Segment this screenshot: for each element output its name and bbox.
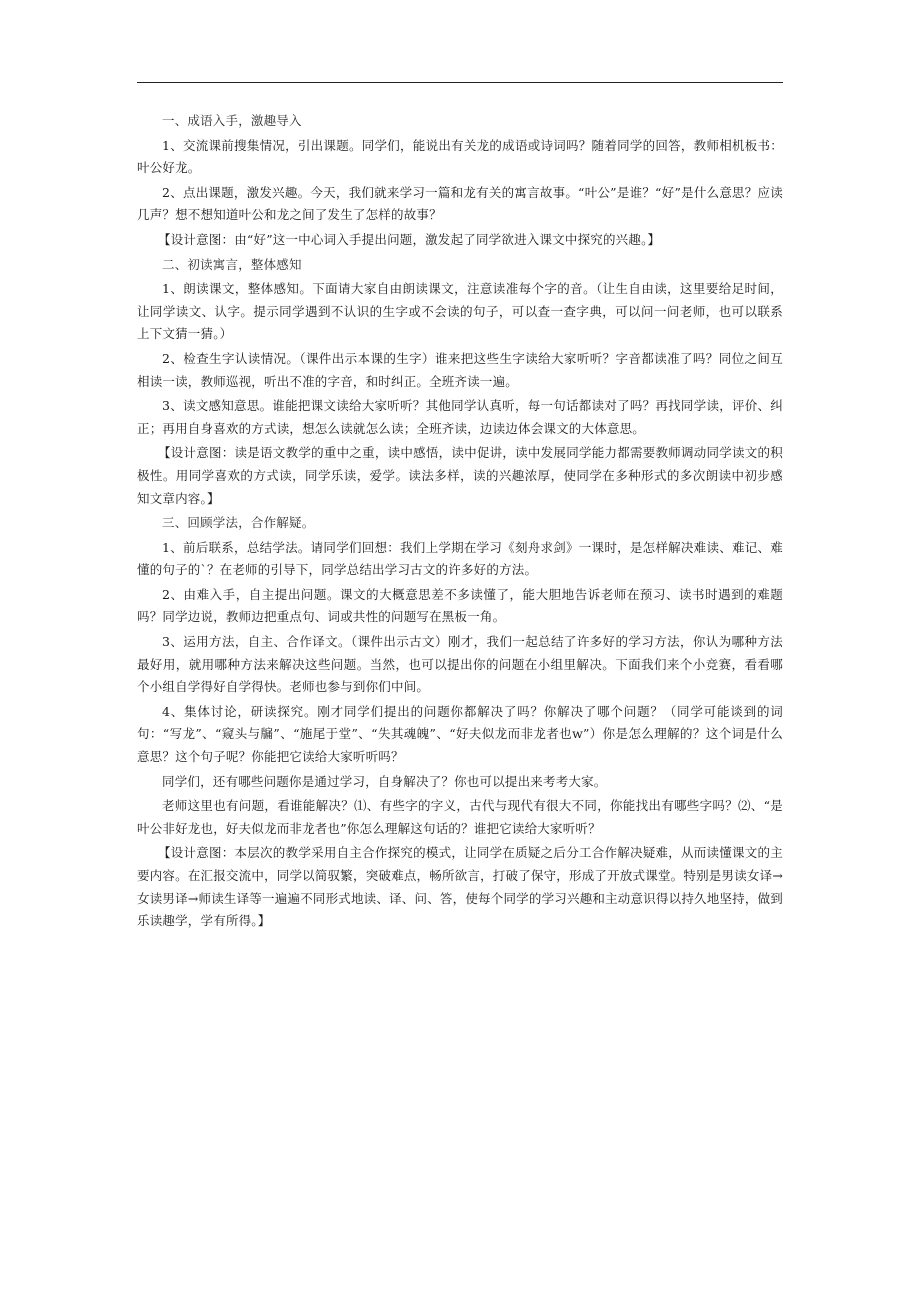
section-heading-3: 三、回顾学法，合作解疑。 [162,515,315,531]
paragraph: 老师这里也有问题，看谁能解决？⑴、有些字的字义，古代与现代有很大不同，你能找出有哪些字吗？⑵、“是叶公非好龙也，好夫似龙而非龙者也”你怎么理解这句话的？谁把它读给大家听听？ [137,798,783,836]
header-rule [137,82,783,83]
paragraph: 2、由难入手，自主提出问题。课文的大概意思差不多读懂了，能大胆地告诉老师在预习、读书时遇到的难题吗？同学边说，教师边把重点句、词或共性的问题写在黑板一角。 [137,586,783,625]
paragraph: 同学们，还有哪些问题你是通过学习，自身解决了？你也可以提出来考考大家。 [162,773,607,789]
design-intent-note: 【设计意图：本层次的教学采用自主合作探究的模式，让同学在质疑之后分工合作解决疑难，从而读懂课文的主要内容。在汇报交流中，同学以简驭繁，突破难点，畅所欲言，打破了保守，形成了开放式课堂。特别是男读女译→女读男译→师读生译等一遍遍不同形式地读、译、问、答，使每个同学的学习兴趣和主动意识得以持久地坚持，做到乐读趣学，学有所得。】 [137,845,783,929]
document-body [137,110,783,935]
design-intent-note: 【设计意图：由“好”这一中心词入手提出问题，激发起了同学欲进入课文中探究的兴趣。】 [158,231,661,247]
paragraph: 3、运用方法，自主、合作译文。（课件出示古文）刚才，我们一起总结了许多好的学习方法，你认为哪种方法最好用，就用哪种方法来解决这些问题。当然，也可以提出你的问题在小组里解决。下面我们来个小竞赛，看看哪个小组自学得好自学得快。老师也参与到你们中间。 [137,634,783,695]
section-heading-2: 二、初读寓言，整体感知 [162,256,302,272]
paragraph: 2、检查生字认读情况。（课件出示本课的生字）谁来把这些生字读给大家听听？字音都读准了吗？同位之间互相读一读，教师巡视，听出不准的字音，和时纠正。全班齐读一遍。 [137,350,783,389]
section-heading-1: 一、成语入手，激趣导入 [162,113,302,128]
paragraph: 3、读文感知意思。谁能把课文读给大家听听？其他同学认真听，每一句话都读对了吗？再找同学读，评价、纠正；再用自身喜欢的方式读，想怎么读就怎么读；全班齐读，边读边体会课文的大体意思。 [137,398,783,436]
paragraph: 2、点出课题，激发兴趣。今天，我们就来学习一篇和龙有关的寓言故事。“叶公”是谁？“好”是什么意思？应读几声？想不想知道叶公和龙之间了发生了怎样的故事？ [137,184,783,223]
paragraph: 1、前后联系，总结学法。请同学们回想：我们上学期在学习《刻舟求剑》一课时，是怎样解决难读、难记、难懂的句子的`？在老师的引导下，同学总结出学习古文的许多好的方法。 [137,539,783,578]
paragraph: 1、交流课前搜集情况，引出课题。同学们，能说出有关龙的成语或诗词吗？随着同学的回答，教师相机板书：叶公好龙。 [137,137,783,176]
paragraph: 1、朗读课文，整体感知。下面请大家自由朗读课文，注意读准每个字的音。（让生自由读，这里要给足时间，让同学读文、认字。提示同学遇到不认识的生字或不会读的句子，可以查一查字典，可以问一问老师，也可以联系上下文猜一猜。） [137,281,783,342]
paragraph: 4、集体讨论，研读探究。刚才同学们提出的问题你都解决了吗？你解决了哪个问题？（同学可能谈到的词句：“写龙”、“窥头与牖”、“施尾于堂”、“失其魂魄”、“好夫似龙而非龙者也w”）你是怎么理解的？这个词是什么意思？这个句子呢？你能把它读给大家听听吗？ [137,703,783,765]
design-intent-note: 【设计意图：读是语文教学的重中之重，读中感悟，读中促讲，读中发展同学能力都需要教师调动同学读文的积极性。用同学喜欢的方式读，同学乐读，爱学。读法多样，读的兴趣浓厚，使同学在多种形式的多次朗读中初步感知文章内容。】 [137,445,783,506]
